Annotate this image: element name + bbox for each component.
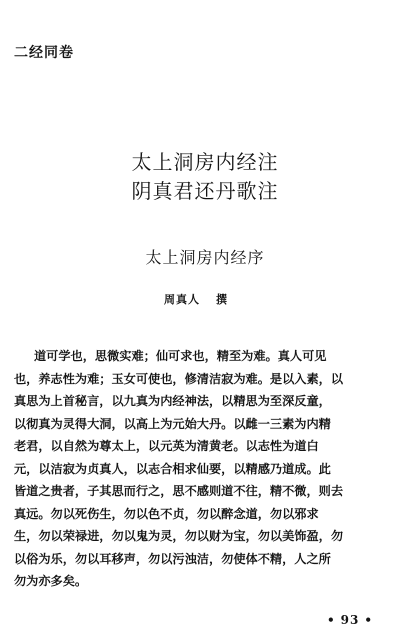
body-line: 以彻真为灵得大洞，以高上为元始大丹。以雌一三素为内精 (14, 416, 331, 431)
author-role: 撰 (216, 293, 228, 306)
body-line: 勿为亦多矣。 (14, 574, 88, 588)
running-head: 二经同卷 (14, 45, 74, 61)
body-line: 生，勿以荣禄进，勿以鬼为灵，勿以财为宝，勿以美饰盈，勿 (14, 529, 344, 543)
section-title: 太上洞房内经序 (145, 248, 265, 267)
page-number (322, 613, 378, 627)
title-line-2: 阴真君还丹歌注 (131, 179, 279, 203)
body-text (14, 345, 400, 593)
title-block (0, 148, 410, 206)
body-line: 真思为上首秘言，以九真为内经神法，以精思为至深反童， (14, 394, 331, 408)
body-line: 也，养志性为难；玉女可使也，修清洁寂为难。是以入素，以 (14, 371, 344, 386)
page-number-marker-left: • (326, 613, 336, 627)
page-number-marker-right: • (364, 613, 373, 627)
author-line (164, 291, 228, 307)
body-line: 道可学也，思微实难；仙可求也，精至为难。真人可见 (34, 349, 327, 363)
body-line: 皆道之贵者，子其思而行之，思不感则道不往，精不微，则去 (14, 484, 344, 498)
title-line-1: 太上洞房内经注 (131, 150, 279, 174)
body-line: 老君，以自然为尊太上，以元英为清黄老。以志性为道白 (14, 439, 319, 453)
body-line: 元，以洁寂为贞真人，以志合相求仙要，以精感乃道成。此 (14, 461, 331, 476)
page-number-value: 93 (340, 613, 360, 627)
body-line: 真远。勿以死伤生，勿以色不贞，勿以醉念道，勿以邪求 (14, 506, 319, 521)
author-name: 周真人 (164, 293, 200, 306)
body-line: 以俗为乐，勿以耳移声，勿以污浊洁，勿使体不精，人之所 (14, 551, 331, 566)
